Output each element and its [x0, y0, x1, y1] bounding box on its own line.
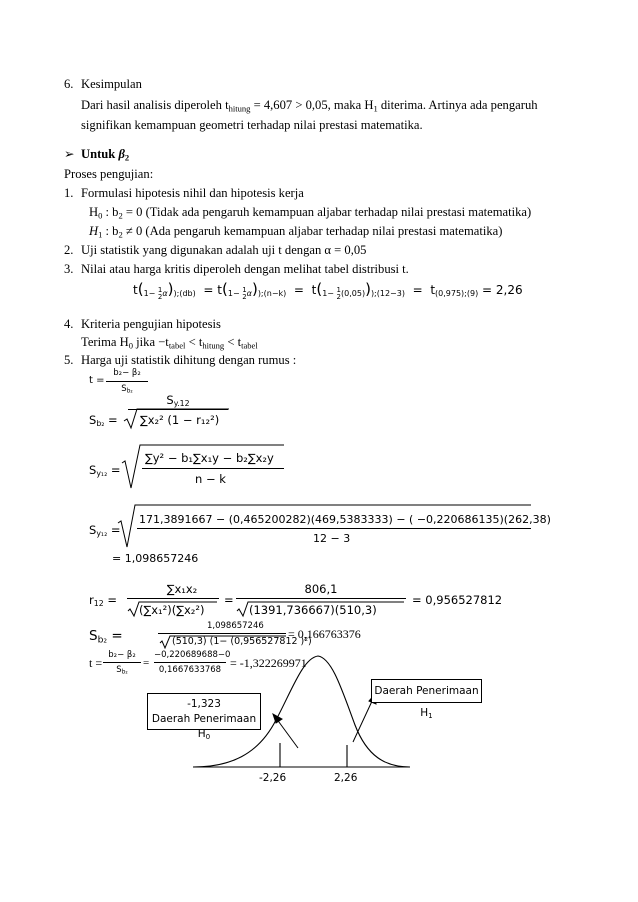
radical-sign: [128, 602, 217, 616]
untuk-heading: Untuk $\beta_2$: [81, 147, 130, 163]
sy2-lhs: $S_{y_{12}}$ =: [89, 523, 121, 539]
h0-hypothesis: $H_0$ : $b_2 = 0$ (Tidak ada pengaruh kemampuan aljabar terhadap nilai prestasi matematika): [89, 205, 532, 221]
sy-result: = 1,098657246: [112, 552, 199, 565]
t2-result: = -1,322269971: [230, 656, 307, 670]
item-2-text: Uji statistik yang digunakan adalah uji t dengan α = 0,05: [81, 243, 367, 257]
radical-sign: [118, 505, 531, 547]
sb2-numerator: 1,098657246: [207, 621, 264, 631]
item-1-text: Formulasi hipotesis nihil dan hipotesis kerja: [81, 186, 304, 200]
r-denominator: (∑x₁²)(∑x₂²): [139, 603, 205, 617]
item-3-text: Nilai atau harga kritis diperoleh dengan melihat tabel distribusi t.: [81, 262, 409, 276]
t-formula-numerator: b₂− β₂: [113, 368, 141, 378]
t2-lhs: t =: [89, 656, 103, 670]
radical-sign: [160, 636, 286, 648]
t2-denominator-2: 0,1667633768: [158, 665, 222, 675]
radical-sign: [124, 409, 229, 428]
right-critical-label: 2,26: [334, 772, 358, 784]
item-4-text: Kriteria pengujian hipotesis: [81, 317, 221, 331]
sy-lhs: $S_{y_{12}}$ =: [89, 463, 121, 479]
h0-region-label: Daerah Penerimaan $H_0$: [151, 713, 257, 741]
section-number: 6.: [64, 77, 74, 91]
item-number: 4.: [64, 317, 74, 331]
r-denominator-2: (1391,736667)(510,3): [249, 603, 377, 617]
sy-numerator: ∑y² − b₁∑x₁y − b₂∑x₂y: [145, 451, 274, 465]
radical-sign: [122, 445, 284, 488]
sb2-result: = 0,166763376: [288, 627, 361, 641]
item-5-text: Harga uji statistik dihitung dengan rumus :: [81, 353, 297, 367]
r-lhs: $r_{12}$ =: [89, 593, 117, 609]
t2-denominator-1: $S_{b_2}$: [116, 665, 128, 676]
sy-denominator: n − k: [195, 472, 226, 486]
sb2-denominator: (510,3) (1− (0,956527812 )²): [172, 636, 312, 647]
sb-lhs: $S_{b_2}$ =: [89, 413, 118, 429]
sb-denominator: ∑x₂² (1 − r₁₂²): [140, 413, 220, 427]
item-number: 5.: [64, 353, 74, 367]
t-formula-denominator: $S_{b_2}$: [121, 384, 133, 395]
r-numerator: ∑x₁x₂: [166, 582, 198, 596]
sy2-numerator: 171,3891667 − (0,465200282)(469,5383333) − ( −0,220686135)(262,38): [139, 513, 551, 526]
h1-hypothesis: $H_1$ : $b_2 \ne 0$ (Ada pengaruh kemampuan aljabar terhadap nilai prestasi matematika): [89, 224, 503, 240]
item-number: 2.: [64, 243, 74, 257]
h0-acceptance-box: [147, 693, 261, 741]
critical-value-equation: $t(_{1- 1 2\alpha})_{);(db)} = t(_{1- 1 2\alpha})_{);(n-k)} = t(_{1- 1 2(0,05)})_{);(12-3)} = t_{(0,975);(9)} = 2,26$: [133, 280, 523, 301]
item-number: 1.: [64, 186, 74, 200]
arrow-h0: [276, 718, 298, 748]
r-result: = 0,956527812: [412, 593, 503, 607]
section-title: Kesimpulan: [81, 77, 142, 91]
radical-sign: [237, 602, 404, 616]
t2-numerator-1: b₂− β₂: [108, 650, 136, 660]
arrow-h1: [353, 699, 373, 742]
equals-sign: =: [224, 593, 234, 607]
sy2-denominator: 12 − 3: [313, 532, 351, 545]
conclusion-line-1: Dari hasil analisis diperoleh $t_{hitung} = 4,607 > 0,05$, maka $H_1$ diterima. Artinya ada pengaruh: [81, 98, 538, 114]
equals-sign: =: [143, 657, 150, 669]
sb2-lhs: $S_{b_2}$ =: [89, 628, 123, 646]
arrow-bullet-icon: ➢: [64, 147, 75, 161]
left-critical-label: -2,26: [259, 772, 287, 784]
t-statistic-value: -1,323: [187, 698, 221, 710]
t2-numerator-2: −0,220689688−0: [154, 650, 231, 660]
acceptance-criterion: Terima $H_0$ jika $-t_{tabel} < t_{hitung} < t_{tabel}$: [81, 335, 258, 351]
r-numerator-2: 806,1: [304, 582, 338, 596]
proses-label: Proses pengujian:: [64, 167, 154, 181]
h1-acceptance-box: Daerah Penerimaan $H_1$: [371, 679, 482, 703]
item-number: 3.: [64, 262, 74, 276]
conclusion-line-2: signifikan kemampuan geometri terhadap nilai prestasi matematika.: [81, 118, 423, 132]
t-formula-lhs: t =: [89, 375, 105, 386]
sb-numerator: $S_{y.12}$: [166, 393, 190, 409]
arrow-head-icon: [273, 714, 282, 723]
